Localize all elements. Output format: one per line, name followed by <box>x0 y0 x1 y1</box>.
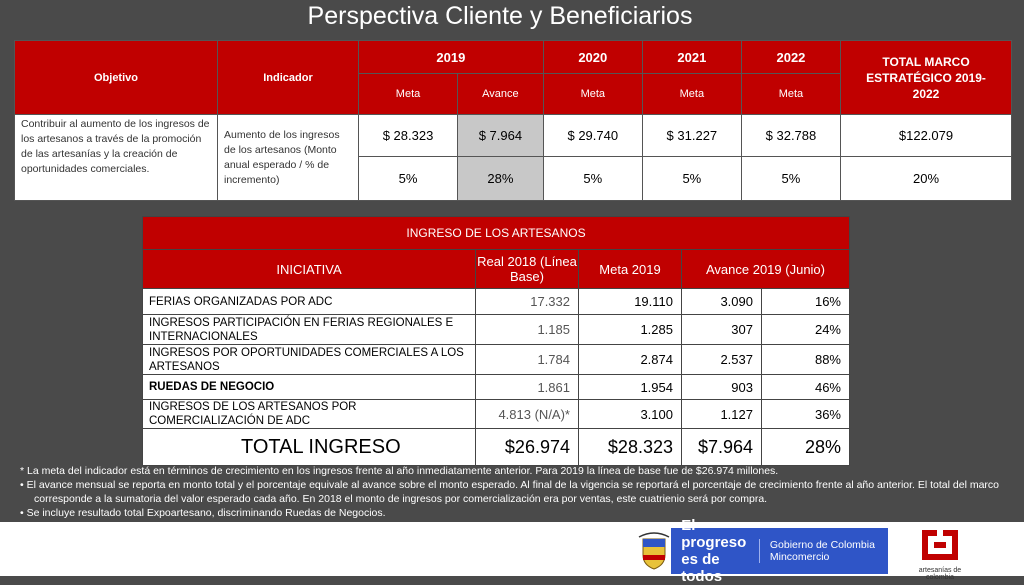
row-pct: 36% <box>762 400 850 429</box>
amount-meta-2022: $ 32.788 <box>741 115 840 157</box>
header-year-2020: 2020 <box>543 41 642 74</box>
header-avance-2019: Avance 2019 (Junio) <box>682 250 850 289</box>
row-avance: 1.127 <box>682 400 762 429</box>
header-indicador: Indicador <box>218 41 359 115</box>
row-meta: 1.285 <box>579 315 682 345</box>
sub-avance-2019: Avance <box>458 74 544 115</box>
row-label: FERIAS ORGANIZADAS POR ADC <box>143 289 476 315</box>
row-base: 4.813 (N/A)* <box>476 400 579 429</box>
total-label: TOTAL INGRESO <box>143 429 476 466</box>
progreso-slogan: El progreso es de todos <box>681 517 747 585</box>
row-meta: 2.874 <box>579 345 682 375</box>
artesanias-label: artesanías de colombia <box>918 567 962 581</box>
pct-meta-2019: 5% <box>359 157 458 201</box>
pct-meta-2021: 5% <box>642 157 741 201</box>
row-base: 17.332 <box>476 289 579 315</box>
total-base: $26.974 <box>476 429 579 466</box>
header-meta-2019: Meta 2019 <box>579 250 682 289</box>
pct-total: 20% <box>841 157 1012 201</box>
amount-total: $122.079 <box>841 115 1012 157</box>
row-base: 1.784 <box>476 345 579 375</box>
row-label: RUEDAS DE NEGOCIO <box>143 375 476 400</box>
strategic-table <box>14 40 1012 201</box>
gobierno-mincomercio: Gobierno de Colombia Mincomercio <box>759 539 888 563</box>
sub-meta-2022: Meta <box>741 74 840 115</box>
total-avance: $7.964 <box>682 429 762 466</box>
header-total-marco: TOTAL MARCO ESTRATÉGICO 2019-2022 <box>841 41 1012 115</box>
footnote-meta: * La meta del indicador está en términos de crecimiento en los ingresos frente al año inmediatamente anterior. Para 2019 la línea de base fue de $26.974 millones. <box>20 465 779 477</box>
header-objetivo: Objetivo <box>15 41 218 115</box>
row-pct: 88% <box>762 345 850 375</box>
row-pct: 46% <box>762 375 850 400</box>
header-iniciativa: INICIATIVA <box>143 250 476 289</box>
row-pct: 16% <box>762 289 850 315</box>
row-meta: 3.100 <box>579 400 682 429</box>
sub-meta-2020: Meta <box>543 74 642 115</box>
footnotes <box>20 464 1010 520</box>
row-label: INGRESOS DE LOS ARTESANOS POR COMERCIALIZACIÓN DE ADC <box>143 400 476 429</box>
pct-avance-2019: 28% <box>458 157 544 201</box>
row-base: 1.185 <box>476 315 579 345</box>
pct-meta-2020: 5% <box>543 157 642 201</box>
artesanias-mark-icon <box>920 528 960 562</box>
pct-meta-2022: 5% <box>741 157 840 201</box>
sub-meta-2019: Meta <box>359 74 458 115</box>
header-year-2021: 2021 <box>642 41 741 74</box>
footnote-expoartesano: • Se incluye resultado total Expoartesano, discriminando Ruedas de Negocios. <box>20 507 386 519</box>
row-meta: 1.954 <box>579 375 682 400</box>
amount-meta-2019: $ 28.323 <box>359 115 458 157</box>
page-title: Perspectiva Cliente y Beneficiarios <box>307 2 693 30</box>
row-avance: 3.090 <box>682 289 762 315</box>
row-label: INGRESOS PARTICIPACIÓN EN FERIAS REGIONALES E INTERNACIONALES <box>143 315 476 345</box>
indicador-text: Aumento de los ingresos de los artesanos (Monto anual esperado / % de incremento) <box>218 115 359 201</box>
government-logo <box>636 517 888 585</box>
row-base: 1.861 <box>476 375 579 400</box>
row-pct: 24% <box>762 315 850 345</box>
artesanias-logo <box>905 528 975 581</box>
coat-of-arms-icon <box>636 528 671 574</box>
header-year-2019: 2019 <box>359 41 544 74</box>
income-table <box>142 216 850 466</box>
row-avance: 307 <box>682 315 762 345</box>
header-real-2018: Real 2018 (Línea Base) <box>476 250 579 289</box>
income-table-caption: INGRESO DE LOS ARTESANOS <box>143 217 850 250</box>
total-pct: 28% <box>762 429 850 466</box>
footnote-avance: • El avance mensual se reporta en monto total y el porcentaje equivale al avance sobre el monto esperado. Al final de la vigencia se reportará el porcentaje de crecimiento frente al año anterior. El total del marco corresponde a la sumatoria del valor esperado cada año. En 2018 el monto de ingresos por comercialización era por ventas, este cuatrienio será por compra. <box>20 479 999 505</box>
total-meta: $28.323 <box>579 429 682 466</box>
row-avance: 2.537 <box>682 345 762 375</box>
amount-meta-2021: $ 31.227 <box>642 115 741 157</box>
amount-meta-2020: $ 29.740 <box>543 115 642 157</box>
row-label: INGRESOS POR OPORTUNIDADES COMERCIALES A LOS ARTESANOS <box>143 345 476 375</box>
row-meta: 19.110 <box>579 289 682 315</box>
objetivo-text: Contribuir al aumento de los ingresos de los artesanos a través de la promoción de las artesanías y la creación de oportunidades comerciales. <box>15 115 218 201</box>
amount-avance-2019: $ 7.964 <box>458 115 544 157</box>
row-avance: 903 <box>682 375 762 400</box>
sub-meta-2021: Meta <box>642 74 741 115</box>
header-year-2022: 2022 <box>741 41 840 74</box>
